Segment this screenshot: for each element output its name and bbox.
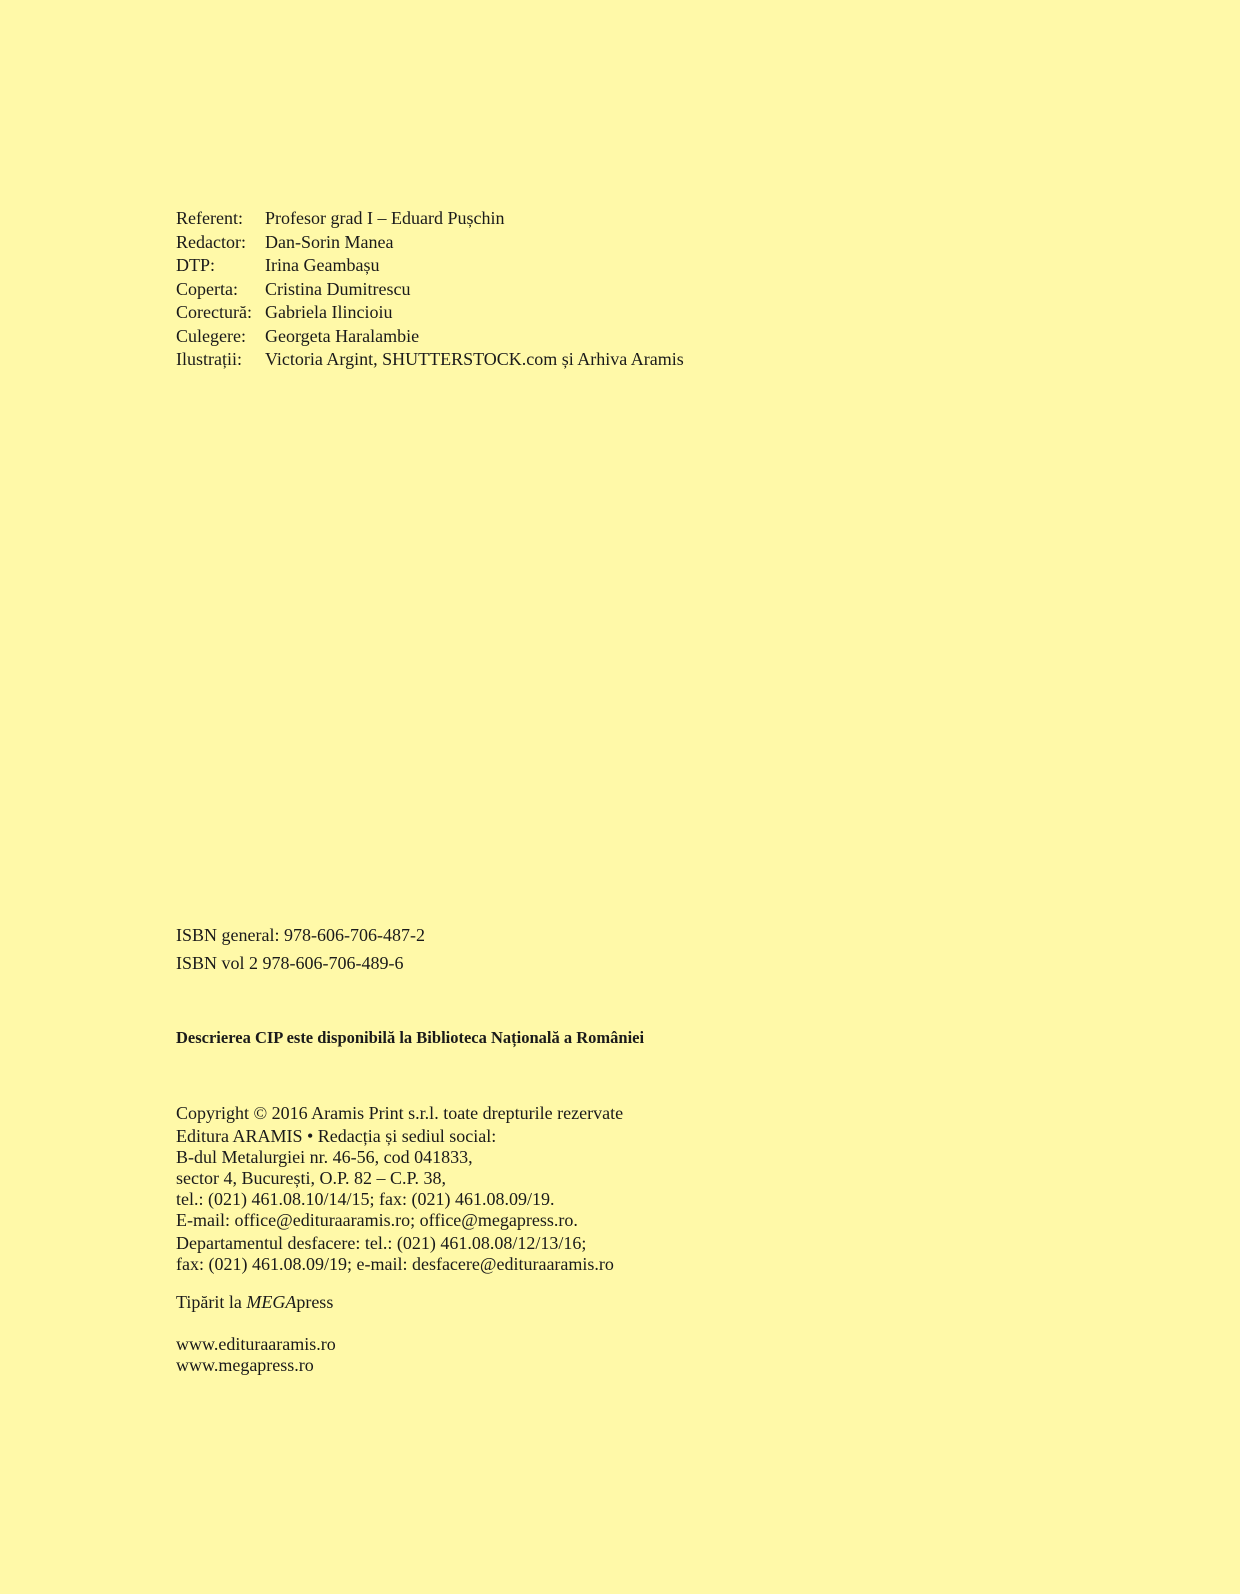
credit-row-coperta (176, 278, 684, 302)
isbn-volume-2: ISBN vol 2 978-606-706-489-6 (176, 953, 404, 973)
credits-list (176, 207, 684, 372)
address-line: B-dul Metalurgiei nr. 46-56, cod 041833, (176, 1147, 473, 1167)
cip-notice: Descrierea CIP este disponibilă la Biblioteca Națională a României (176, 1028, 645, 1047)
credit-value: Gabriela Ilincioiu (265, 302, 393, 322)
phone-line: tel.: (021) 461.08.10/14/15; fax: (021) 461.08.09/19. (176, 1189, 555, 1209)
credit-label: DTP: (176, 255, 216, 275)
websites-block (176, 1334, 336, 1376)
credit-label: Coperta: (176, 278, 238, 299)
credit-row-referent (176, 207, 684, 231)
address-line: sector 4, București, O.P. 82 – C.P. 38, (176, 1168, 446, 1188)
credit-row-redactor (176, 231, 684, 255)
sales-department-line: Departamentul desfacere: tel.: (021) 461.08.08/12/13/16; (176, 1233, 587, 1253)
credit-label: Ilustrații: (176, 349, 242, 369)
publisher-line: Editura ARAMIS • Redacția și sediul social: (176, 1126, 497, 1146)
sales-contact-line: fax: (021) 461.08.09/19; e-mail: desfacere@edituraaramis.ro (176, 1254, 614, 1274)
credit-row-ilustratii (176, 348, 684, 372)
credit-value: Victoria Argint, SHUTTERSTOCK.com și Arhiva Aramis (265, 349, 684, 369)
credit-value: Dan-Sorin Manea (265, 231, 394, 252)
credit-label: Redactor: (176, 231, 246, 252)
printer-brand-italic: MEGA (246, 1292, 297, 1312)
printed-prefix: Tipărit la (176, 1292, 247, 1312)
credit-label: Referent: (176, 208, 243, 228)
printer-brand-suffix: press (296, 1292, 334, 1312)
email-line: E-mail: office@edituraaramis.ro; office@megapress.ro. (176, 1210, 578, 1230)
credit-value: Irina Geambașu (265, 255, 380, 275)
credit-value: Cristina Dumitrescu (265, 278, 411, 299)
isbn-general: ISBN general: 978-606-706-487-2 (176, 925, 425, 945)
website-link[interactable]: www.megapress.ro (176, 1355, 314, 1375)
copyright-line: Copyright © 2016 Aramis Print s.r.l. toate drepturile rezervate (176, 1103, 624, 1123)
credit-label: Culegere: (176, 325, 246, 346)
isbn-block (176, 921, 425, 977)
credit-row-dtp (176, 254, 684, 278)
credit-value: Profesor grad I – Eduard Pușchin (265, 208, 505, 228)
credit-row-corectura (176, 301, 684, 325)
credit-row-culegere (176, 325, 684, 349)
copyright-block (176, 1103, 623, 1275)
website-link[interactable]: www.edituraaramis.ro (176, 1334, 336, 1354)
credit-value: Georgeta Haralambie (265, 325, 420, 346)
printed-at (176, 1291, 333, 1315)
credit-label: Corectură: (176, 302, 252, 322)
